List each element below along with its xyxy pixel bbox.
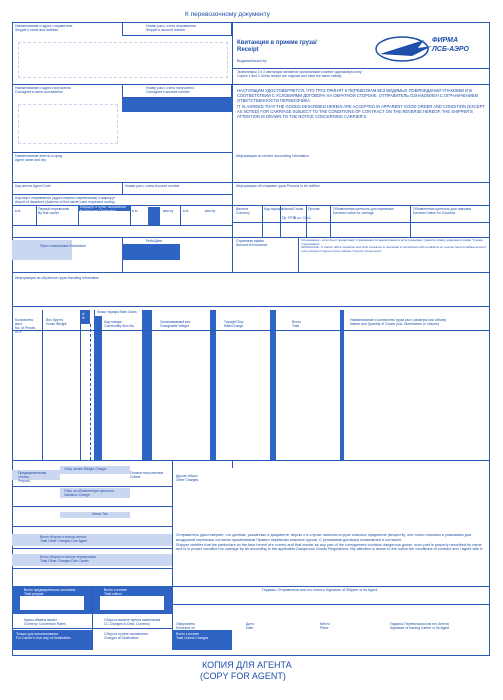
- currency-label: Валюта Currency: [236, 207, 250, 215]
- routing-by-1: кем by: [163, 209, 174, 213]
- tax-label: Налог Tax: [92, 512, 108, 516]
- total-collect-label: Всего к оплате Total collect: [104, 588, 128, 596]
- cc-charges-label: Сборы в валюте пункта назначения CC Charges in Dest. Currency: [104, 618, 161, 626]
- consignee-field[interactable]: [18, 104, 118, 144]
- issued-by: Выдана/Issued by: [237, 59, 267, 63]
- other-label: Прочие: [308, 207, 320, 211]
- routing-by-2: кем by: [205, 209, 216, 213]
- airport-label: Аэропорт отправления (адрес первого перевозчика) и маршрут Airport of departure (Address of first carrier) and requested routing: [15, 196, 116, 204]
- copies-note: Экземпляры 1 и 2 квитанции являются оригиналами и имеют одинаковую силу. Copies 1 and 2 of this receipt are originals and have the same validity: [237, 70, 363, 79]
- carrier-signature-label: Подпись Перевозчика или его Агента Signature of Issuing Carrier or its Agent: [390, 622, 450, 630]
- shipper-account-label: Номер расч. счета отправителя Shipper's account number: [146, 24, 196, 32]
- company-name: ФИРМА ЛСБ-АЭРО: [432, 37, 470, 53]
- valuation-charge-label: Сбор за объявленную ценность Valuation Charge: [64, 489, 115, 497]
- due-agent-label: Всего сборов в пользу агента Total Other Charges Due Agent: [40, 535, 88, 543]
- kg-lb-header: кг lb: [82, 312, 85, 320]
- consignee-label: Наименование и адрес получателя Consignee's name and address: [15, 86, 71, 94]
- first-carrier-label: Первый перевозчик By first carrier: [38, 207, 69, 215]
- declared-carriage-label: Объявленная ценность для перевозки Declared value for carriage: [333, 207, 394, 215]
- receipt-title: Квитанция в приеме груза/ Receipt: [237, 40, 317, 53]
- copy-ru: КОПИЯ ДЛЯ АГЕНТА: [202, 660, 292, 670]
- consignee-shaded: [122, 98, 232, 112]
- date-label: Дата Date: [246, 622, 254, 630]
- collect-label: Оплата получателем Collect: [130, 471, 163, 479]
- agent-account-label: Номер расч. счета Account number: [125, 184, 180, 188]
- shipper-label: Наименование и адрес отправителя Shipper's name and address: [15, 24, 73, 32]
- copy-en: (COPY FOR AGENT): [200, 671, 286, 681]
- routing-to-2: в to: [132, 209, 138, 213]
- place-label: Место Place: [320, 622, 330, 630]
- routing-to-1: в to: [15, 209, 21, 213]
- total-prepaid-label: Всего предварительно оплачено Total prepaid: [24, 588, 76, 596]
- carrier-use-label: Только для использования For Carrier's Use only at Destination: [16, 632, 71, 640]
- currency-rates-label: Курсы обмена валют Currency Conversion Rates: [24, 618, 66, 626]
- insurance-label: Страховая сумма Amount of Insurance: [236, 239, 268, 247]
- destination-label: Пункт назначения Destination: [40, 244, 87, 248]
- executed-label: Оформлено Executed on: [176, 622, 196, 630]
- routing-to-3: в to: [183, 209, 189, 213]
- prepaid-label: Предварительная оплата Prepaid: [18, 471, 47, 483]
- commodity-header: Код товара Commodity Item No.: [104, 320, 135, 328]
- coll-label: В кл. COLL: [294, 216, 312, 220]
- other-charges-label: Другие сборы Other Charges: [176, 474, 199, 482]
- flight-date-label: Рейс/Дата: [146, 239, 163, 243]
- total-header: Всего Total: [292, 320, 301, 328]
- accounting-label: Информация по оплате Accounting Information: [236, 154, 309, 158]
- total-coll-label: Всего к оплате Total Collect Charges: [176, 632, 209, 640]
- chargeable-weight-header: Оплачиваемый вес Chargeable Weight: [160, 320, 191, 328]
- declared-customs-label: Объявленная ценность для таможни Declared Value for Customs: [413, 207, 472, 215]
- agent-name-label: Наименование агента и город Agent name and city: [15, 154, 63, 162]
- routing-destination-label: Маршрут и пункт назначения Routing and Destination: [80, 205, 126, 213]
- consignee-account-label: Номер расч. счета получателя Consignee's account number: [146, 86, 194, 94]
- charge-code-label: Код тарифа: [264, 207, 283, 211]
- pieces-header: Количество мест No. of Pieces RCP: [15, 318, 36, 334]
- certification-text: Отправитель удостоверяет, что данные, указанные в документе, верны и в случае наличия в грузе опасных предметов (веществ), они точно описаны и упакованы для воздушной перевозки согласно применимым Правил перевозки опасных грузов. С условиями договора ознакомлен и согласен. Shipper certifies that the particulars on the face hereof are correct and that insofar as any part of the consignment contains dangerous goods, such part is properly described by name and is in proper condition for carriage by air according to the applicable Dangerous Goods Regulations. My attention is drawn to the notice the conditions of contract and I agree with it.: [176, 533, 484, 552]
- shipper-field[interactable]: [18, 42, 228, 78]
- weight-charge-label: Сбор за вес Weight Charge: [64, 467, 107, 471]
- due-carrier-label: Всего сборов в пользу перевозчика Total Other Charges Due Carrier: [40, 555, 96, 563]
- wt-val-label: Масса/Стоим.: [282, 207, 304, 211]
- rate-charge-header: Тариф/Сбор Rate/Charge: [224, 320, 244, 328]
- notify-label: Информация об отправке груза Persons to be notified: [236, 184, 320, 188]
- ppd-label: Пр. PPD: [282, 216, 296, 220]
- agent-code-label: Код агента Agent Code: [15, 184, 51, 188]
- shipper-signature-label: Подпись Отправителя или его Агента Signature of Shipper or its Agent: [262, 588, 378, 592]
- dest-charges-label: Сборы в пункте назначения Charges at Destination: [104, 632, 148, 640]
- conditions-text: НАСТОЯЩИМ УДОСТОВЕРЯЕТСЯ, ЧТО ГРУЗ ПРИНЯТ К ПЕРЕВОЗКАМ БЕЗ ВИДИМЫХ ПОВРЕЖДЕНИЙ УПАКОВКИ И В СООТВЕТСТВИИ С УСЛОВИЯМИ ДОГОВОРА НА ОБРАТНОЙ СТОРОНЕ. ОТПРАВИТЕЛЬ ОЗНАКОМЛЕН С ОГРАНИЧЕНИЕМ ОТВЕТСТВЕННОСТИ ПЕРЕВОЗЧИКА. IT IS AGREED THAT THE GOODS DESCRIBED HEREIN ARE ACCEPTED IN APPARENT GOOD ORDER AND CONDITION (EXCEPT AS NOTED) FOR CARRIAGE SUBJECT TO THE CONDITIONS OF CONTRACT ON THE REVERSE HEREOF. THE SHIPPER'S ATTENTION IS DRAWN TO THE NOTICE CONCERNING CARRIER'S.: [237, 88, 485, 120]
- rate-class-header: Класс тарифа Rate Class: [97, 310, 137, 314]
- to-document-caption: К перевозочному документу: [185, 11, 270, 18]
- handling-label: Информация по обработке груза Handling Information: [15, 276, 100, 280]
- gross-weight-header: Вес брутто Gross Weight: [46, 318, 67, 326]
- company-logo: [372, 30, 482, 68]
- nature-goods-header: Наименование и количество груза (вкл. размеры или объем) Nature and Quantity of Goods (incl. Dimensions or Volume): [350, 318, 447, 326]
- insurance-note: Страхование - если Агент предоставит страхование по аналогичным и если указывают, укажите сумму, цифрами в графе "Сумма страхования". INSURANCE - If Carrier offers insurance and such insurance is requested in accordance with conditions on reverse hereof indicate amount to be insured in figures in box marked "Amount of Insurance".: [301, 238, 486, 253]
